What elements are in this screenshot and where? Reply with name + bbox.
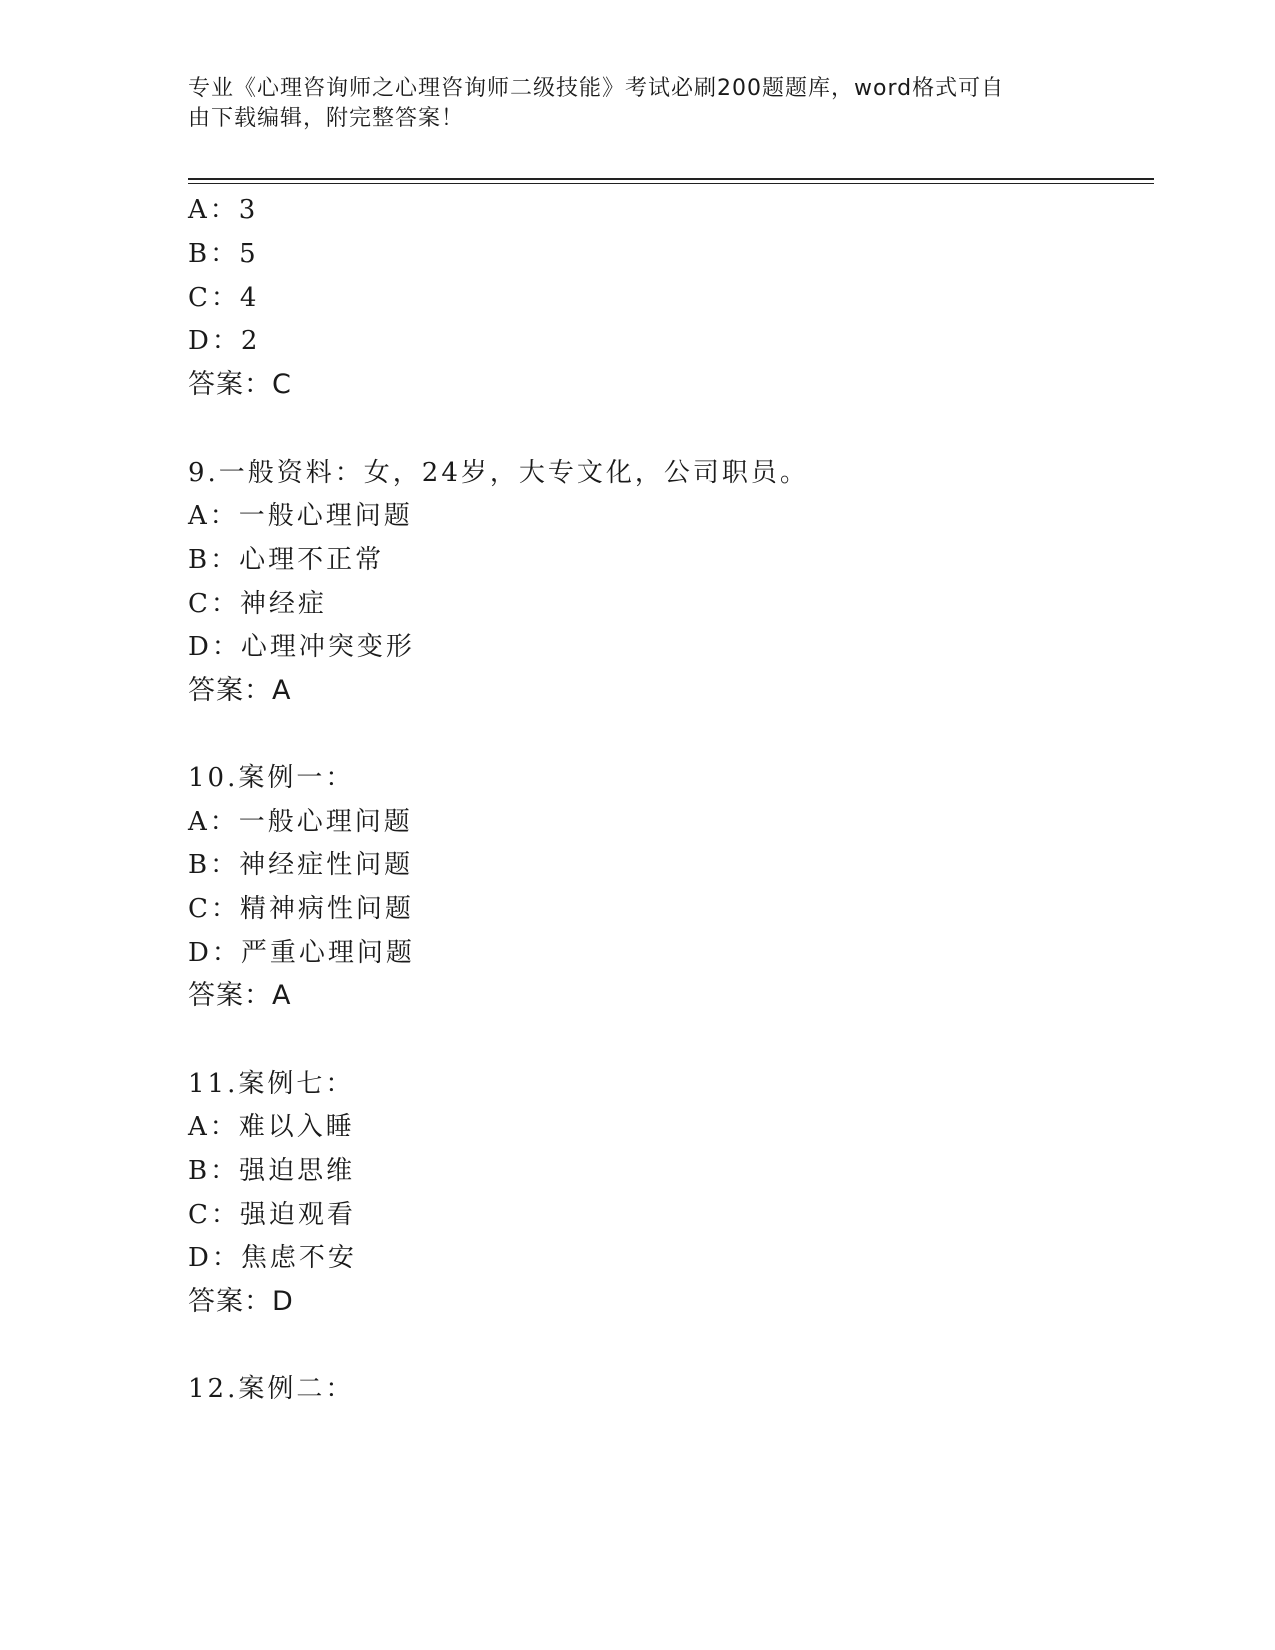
option-d: D：严重心理问题	[188, 938, 415, 968]
option-d: D：焦虑不安	[188, 1243, 357, 1273]
option-b: B：5	[188, 239, 259, 269]
option-c: C：4	[188, 283, 260, 313]
question-stem: 9.一般资料：女，24岁，大专文化，公司职员。	[188, 458, 809, 488]
header-line-2: 由下载编辑，附完整答案！	[188, 106, 465, 131]
option-c: C：精神病性问题	[188, 894, 414, 924]
document-header	[188, 74, 1068, 134]
option-a: A：一般心理问题	[188, 807, 413, 837]
answer-line: 答案：D	[188, 1286, 294, 1317]
option-b: B：强迫思维	[188, 1156, 356, 1186]
option-b: B：心理不正常	[188, 545, 385, 575]
header-divider-thin	[188, 183, 1154, 184]
question-stem: 10.案例一：	[188, 763, 355, 793]
option-d: D：心理冲突变形	[188, 632, 415, 662]
option-c: C：神经症	[188, 589, 327, 619]
option-a: A：3	[188, 195, 259, 225]
header-line-1: 专业《心理咨询师之心理咨询师二级技能》考试必刷200题题库，word格式可自	[188, 76, 1005, 101]
header-divider-thick	[188, 178, 1154, 180]
answer-line: 答案：A	[188, 675, 292, 706]
question-stem: 12.案例二：	[188, 1374, 355, 1404]
option-a: A：难以入睡	[188, 1112, 355, 1142]
option-b: B：神经症性问题	[188, 850, 414, 880]
option-a: A：一般心理问题	[188, 501, 413, 531]
answer-line: 答案：A	[188, 980, 292, 1011]
option-d: D：2	[188, 326, 261, 356]
answer-line: 答案：C	[188, 369, 292, 400]
question-stem: 11.案例七：	[188, 1069, 355, 1099]
option-c: C：强迫观看	[188, 1200, 356, 1230]
